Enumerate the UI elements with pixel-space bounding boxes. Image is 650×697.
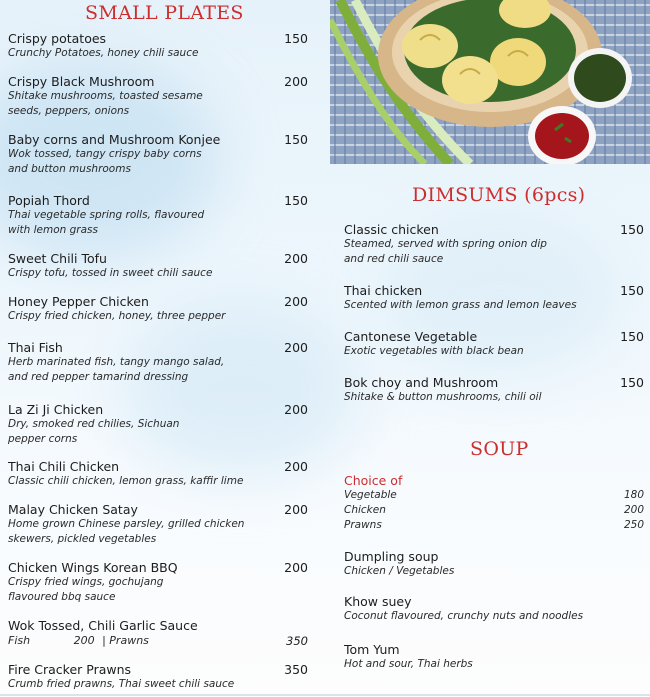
- menu-item-name: Honey Pepper Chicken: [8, 294, 149, 309]
- prawns-label: | Prawns: [102, 634, 149, 647]
- menu-item-price: 200: [284, 459, 308, 474]
- menu-item-description: Thai vegetable spring rolls, flavoured with lemon grass: [8, 209, 205, 236]
- menu-item-price: 150: [620, 375, 644, 390]
- menu-item-name: Thai Fish: [8, 340, 63, 355]
- menu-item: [344, 329, 589, 359]
- soup-choice-title: Choice of: [344, 473, 403, 488]
- menu-item: [8, 560, 188, 605]
- menu-item-description: Wok tossed, tangy crispy baby corns and button mushrooms: [8, 148, 202, 175]
- menu-item-name: Wok Tossed, Chili Garlic Sauce: [8, 618, 198, 633]
- menu-item-price: 200: [284, 502, 308, 517]
- menu-item: [8, 132, 221, 177]
- menu-item-name: Crispy Black Mushroom: [8, 74, 155, 89]
- menu-item-name: La Zi Ji Chicken: [8, 402, 104, 417]
- menu-item-description: Shitake & button mushrooms, chili oil: [344, 391, 542, 403]
- menu-item-name: Khow suey: [344, 594, 412, 609]
- dimsum-photo: [330, 0, 650, 164]
- menu-item-price: 200: [284, 560, 308, 575]
- menu-item-price: 150: [620, 222, 644, 237]
- menu-item-price: 150: [284, 132, 308, 147]
- menu-item-price: 200: [284, 402, 308, 417]
- menu-item-description: Steamed, served with spring onion dip and red chili sauce: [344, 238, 547, 265]
- menu-item: [8, 402, 208, 447]
- menu-item-description: Crispy fried wings, gochujang flavoured bbq sauce: [8, 576, 164, 603]
- section-heading-dimsums: DIMSUMS (6pcs): [412, 184, 586, 206]
- menu-item-name: Dumpling soup: [344, 549, 439, 564]
- menu-item-name: Popiah Thord: [8, 193, 90, 208]
- menu-item-name: Fire Cracker Prawns: [8, 662, 132, 677]
- menu-item: [344, 283, 589, 313]
- menu-item-description: Crumb fried prawns, Thai sweet chili sauce: [8, 678, 235, 690]
- menu-item-price: 150: [284, 193, 308, 208]
- menu-item-description: [8, 633, 283, 648]
- menu-item-name: Classic chicken: [344, 222, 439, 237]
- bottom-rule: [0, 694, 650, 696]
- menu-item-name: Thai chicken: [344, 283, 423, 298]
- soup-choice-name: Chicken: [344, 504, 386, 516]
- menu-item-description: Crispy tofu, tossed in sweet chili sauce: [8, 267, 213, 279]
- menu-item-description: Exotic vegetables with black bean: [344, 345, 524, 357]
- menu-item-name: Malay Chicken Satay: [8, 502, 138, 517]
- menu-item: [8, 502, 253, 547]
- menu-item: [344, 594, 624, 624]
- soup-choice-name: Vegetable: [344, 489, 397, 501]
- menu-item-description: Herb marinated fish, tangy mango salad, and red pepper tamarind dressing: [8, 356, 225, 383]
- menu-item: [8, 193, 218, 238]
- section-heading-soup: SOUP: [470, 438, 529, 460]
- menu-item: [8, 662, 283, 692]
- menu-item-price: 200: [284, 294, 308, 309]
- menu-item-name: Thai Chili Chicken: [8, 459, 120, 474]
- menu-item: [8, 459, 283, 489]
- soup-choice-price: 180: [623, 489, 644, 501]
- menu-item-name: Crispy potatoes: [8, 31, 107, 46]
- menu-item-description: Coconut flavoured, crunchy nuts and noodles: [344, 610, 584, 622]
- menu-item-description: Crunchy Potatoes, honey chili sauce: [8, 47, 199, 59]
- section-heading-small-plates: SMALL PLATES: [85, 2, 244, 24]
- fish-label: Fish: [8, 634, 31, 647]
- soup-choice-name: Prawns: [344, 519, 382, 531]
- soup-choice-price: 250: [623, 519, 644, 531]
- menu-item-price: 200: [284, 251, 308, 266]
- watercolor-wash: [120, 300, 360, 480]
- menu-item-name: Sweet Chili Tofu: [8, 251, 107, 266]
- menu-item: [8, 618, 283, 648]
- menu-item: [8, 74, 218, 119]
- menu-item-price: 200: [284, 74, 308, 89]
- menu-item-price: 150: [620, 329, 644, 344]
- menu-item-name: Bok choy and Mushroom: [344, 375, 499, 390]
- menu-item: [8, 294, 283, 324]
- menu-item-name: Tom Yum: [344, 642, 400, 657]
- menu-item: [8, 31, 283, 61]
- menu-item-description: Home grown Chinese parsley, grilled chicken skewers, pickled vegetables: [8, 518, 245, 545]
- menu-item-price: 350: [286, 634, 308, 648]
- menu-item: [8, 251, 283, 281]
- menu-item: [8, 340, 238, 385]
- menu-item-description: Classic chili chicken, lemon grass, kaffir lime: [8, 475, 244, 487]
- soup-choice-price: 200: [623, 504, 644, 516]
- menu-item-price: 150: [284, 31, 308, 46]
- menu-item-description: Crispy fried chicken, honey, three pepper: [8, 310, 226, 322]
- menu-item-price: 150: [620, 283, 644, 298]
- menu-item-description: Shitake mushrooms, toasted sesame seeds, peppers, onions: [8, 90, 203, 117]
- fish-price: 200: [73, 634, 95, 647]
- menu-item: [344, 549, 594, 579]
- menu-item-description: Dry, smoked red chilies, Sichuan pepper corns: [8, 418, 180, 445]
- menu-item-name: Chicken Wings Korean BBQ: [8, 560, 178, 575]
- menu-item-price: 200: [284, 340, 308, 355]
- menu-item-description: Chicken / Vegetables: [344, 565, 455, 577]
- menu-item-description: Hot and sour, Thai herbs: [344, 658, 473, 670]
- menu-item: [344, 375, 589, 405]
- menu-item: [344, 642, 594, 672]
- menu-item-price: 350: [284, 662, 308, 677]
- menu-item-name: Cantonese Vegetable: [344, 329, 478, 344]
- menu-item-name: Baby corns and Mushroom Konjee: [8, 132, 221, 147]
- menu-item: [344, 222, 554, 267]
- menu-item-description: Scented with lemon grass and lemon leaves: [344, 299, 577, 311]
- dimsum-illustration: [330, 0, 650, 164]
